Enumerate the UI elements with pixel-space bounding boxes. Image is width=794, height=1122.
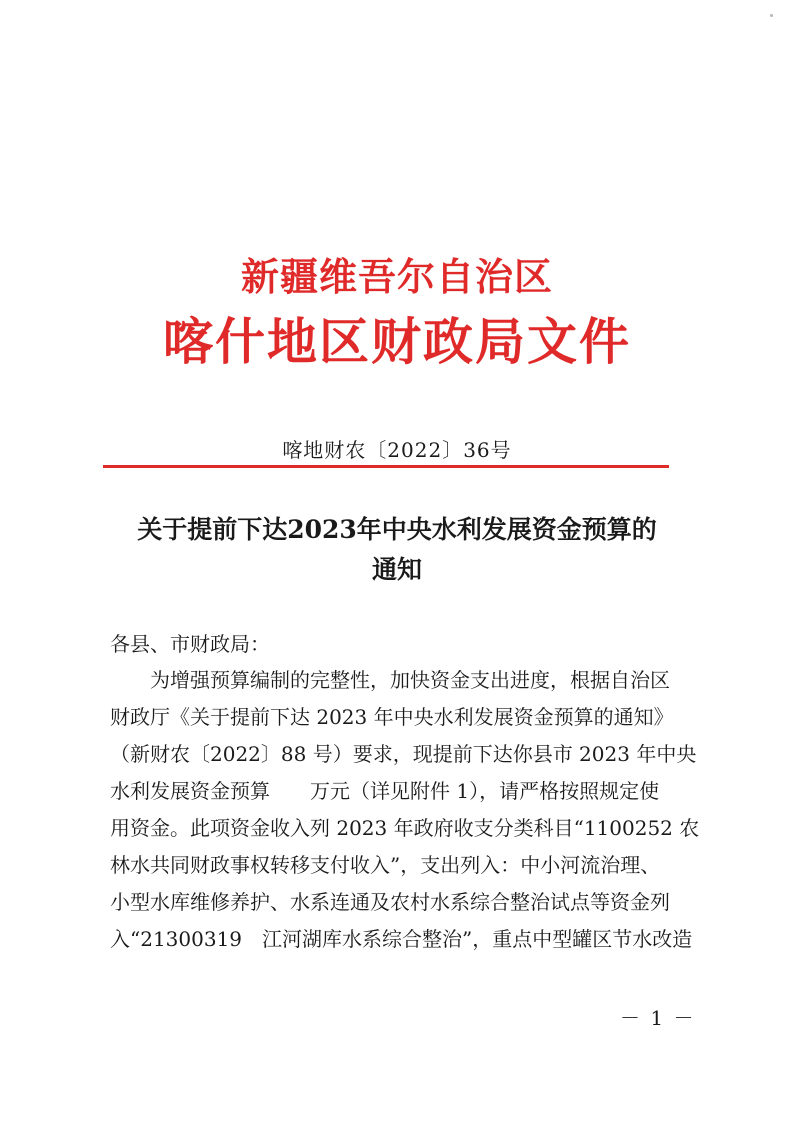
body-line: （新财农〔2022〕88 号）要求，现提前下达你县市 2023 年中央 bbox=[110, 742, 697, 766]
body-line: 林水共同财政事权转移支付收入”，支出列入：中小河流治理、 bbox=[110, 853, 661, 877]
red-divider-rule bbox=[103, 465, 669, 468]
body-line: 水利发展资金预算 万元（详见附件 1），请严格按照规定使 bbox=[110, 779, 660, 803]
body-line: 财政厅《关于提前下达 2023 年中央水利发展资金预算的通知》 bbox=[110, 705, 674, 729]
body-line: 入“21300319 江河湖库水系综合整治”，重点中型罐区节水改造 bbox=[110, 927, 693, 951]
salutation: 各县、市财政局： bbox=[110, 632, 270, 656]
issuer-region: 新疆维吾尔自治区 bbox=[240, 254, 553, 299]
body-line: 小型水库维修养护、水系连通及农村水系综合整治试点等资金列 bbox=[110, 890, 670, 914]
notice-title bbox=[100, 510, 694, 590]
notice-title-line-2: 通知 bbox=[371, 555, 422, 584]
body-paragraph bbox=[110, 662, 700, 958]
document-number: 喀地财农〔2022〕36号 bbox=[282, 438, 512, 462]
notice-title-line-1: 关于提前下达2023年中央水利发展资金预算的 bbox=[137, 515, 657, 544]
page-number: － 1 － bbox=[620, 1006, 696, 1030]
scan-speck bbox=[770, 14, 773, 17]
body-line: 用资金。此项资金收入列 2023 年政府收支分类科目“1100252 农 bbox=[110, 816, 700, 840]
issuer-name: 喀什地区财政局文件 bbox=[163, 312, 631, 371]
body-line: 为增强预算编制的完整性，加快资金支出进度，根据自治区 bbox=[110, 668, 670, 692]
